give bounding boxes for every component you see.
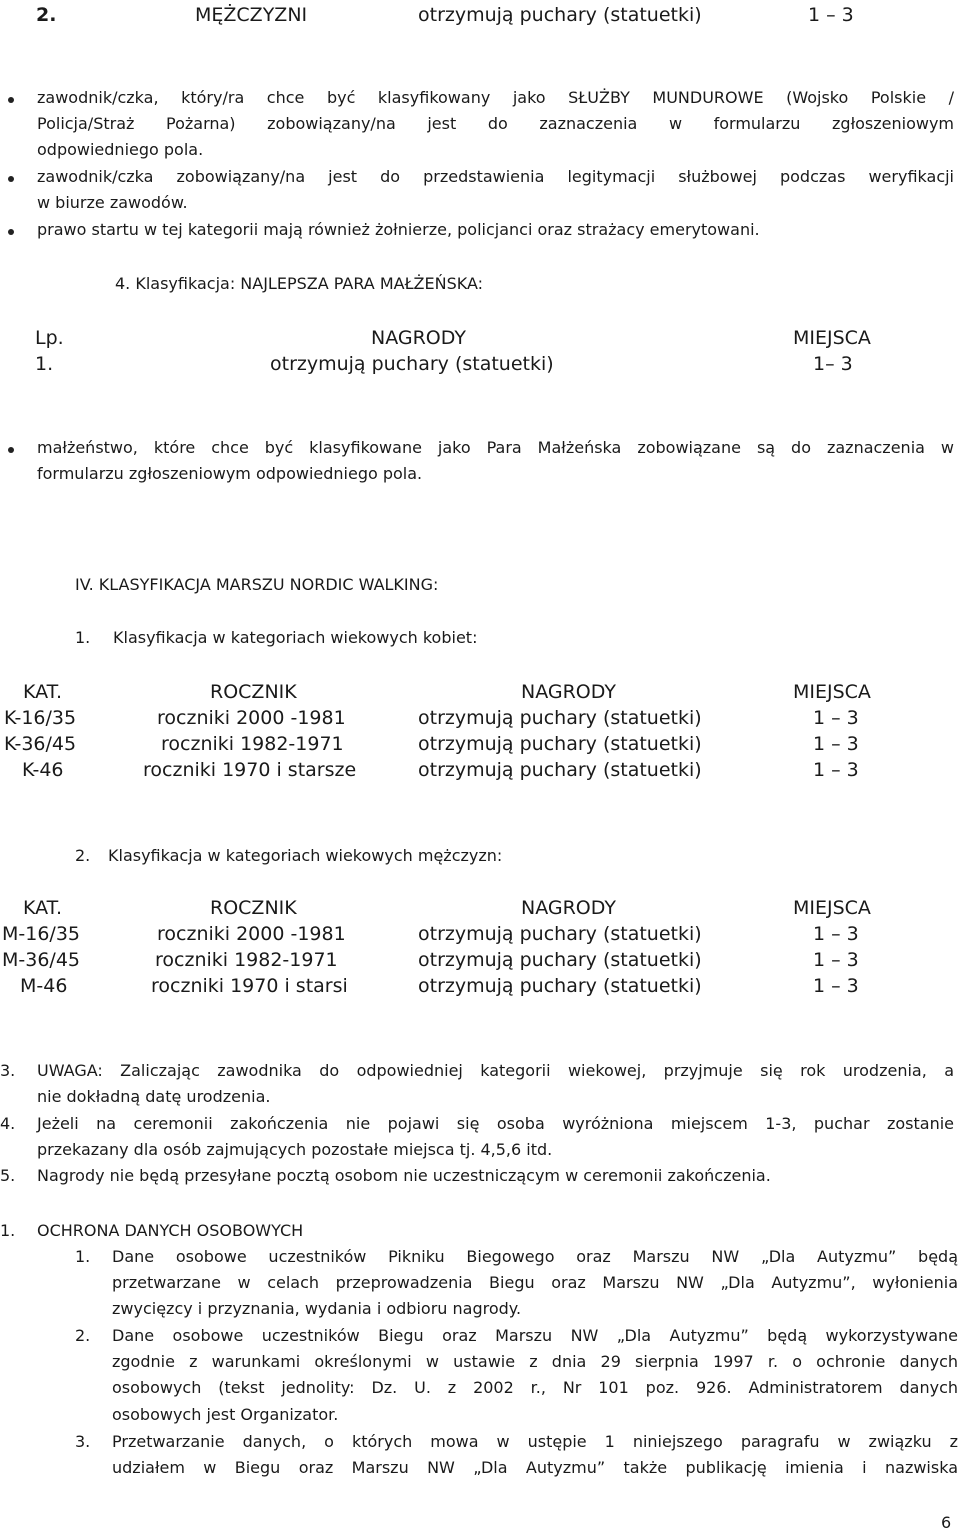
top-row-places: 1 – 3 [808,4,854,26]
bullet-line: zawodnik/czka zobowiązany/na jest do przedstawienia legitymacji służbowej podczas weryfikacji [37,167,954,186]
bullet-line: w biurze zawodów. [37,193,188,212]
table-row [0,707,960,733]
privacy-item-line: osobowych jest Organizator. [112,1405,339,1424]
privacy-number: 1. [0,1221,16,1240]
year-cell: roczniki 1982-1971 [161,733,344,755]
note-line: nie dokładną datę urodzenia. [37,1087,271,1106]
note-number: 3. [0,1061,16,1080]
cat-header: KAT. [23,897,63,919]
privacy-item-number: 3. [75,1432,91,1451]
prize-cell: otrzymują puchary (statuetki) [270,353,554,375]
bullet-icon [8,447,14,453]
bullet-line: prawo startu w tej kategorii mają również żołnierze, policjanci oraz strażacy emerytowani. [37,220,760,239]
men-heading: Klasyfikacja w kategoriach wiekowych mężczyzn: [108,846,503,865]
privacy-heading: OCHRONA DANYCH OSOBOWYCH [37,1221,304,1240]
privacy-item-line: przetwarzane w celach przeprowadzenia Biegu oraz Marszu NW „Dla Autyzmu”, wyłonienia [112,1273,958,1292]
year-cell: roczniki 2000 -1981 [157,923,346,945]
page-number: 6 [941,1513,952,1532]
cat-cell: M-36/45 [2,949,81,971]
note-line: Jeżeli na ceremonii zakończenia nie pojawi się osoba wyróżniona miejscem 1-3, puchar zostanie [37,1114,954,1133]
privacy-item-line: udziałem w Biegu oraz Marszu NW „Dla Autyzmu” także publikację imienia i nazwiska [112,1458,958,1477]
privacy-item-line: zgodnie z warunkami określonymi w ustawie z dnia 29 sierpnia 1997 r. o ochronie danych [112,1352,958,1371]
bullet-line: zawodnik/czka, który/ra chce być klasyfikowany jako SŁUŻBY MUNDUROWE (Wojsko Polskie / [37,88,954,107]
places-header: MIEJSCA [793,897,871,919]
bullet-icon [8,176,14,182]
prizes-header: NAGRODY [521,681,616,703]
cat-cell: K-16/35 [4,707,77,729]
bullet-line: Policja/Straż Pożarna) zobowiązany/na jest do zaznaczenia w formularzu zgłoszeniowym [37,114,954,133]
women-table-header [0,681,960,707]
cat-cell: K-36/45 [4,733,77,755]
cat-header: KAT. [23,681,63,703]
prize-cell: otrzymują puchary (statuetki) [418,707,702,729]
couple-table-row [0,353,960,379]
privacy-item-number: 1. [75,1247,91,1266]
places-cell: 1 – 3 [813,759,859,781]
top-row-prize: otrzymują puchary (statuetki) [418,4,702,26]
year-cell: roczniki 1982-1971 [155,949,338,971]
places-header: MIEJSCA [793,327,871,349]
places-cell: 1 – 3 [813,975,859,997]
year-header: ROCZNIK [210,897,297,919]
prize-cell: otrzymują puchary (statuetki) [418,923,702,945]
year-cell: roczniki 1970 i starsi [151,975,348,997]
couple-heading: 4. Klasyfikacja: NAJLEPSZA PARA MAŁŻEŃSKA: [115,274,484,293]
prize-cell: otrzymują puchary (statuetki) [418,733,702,755]
table-row [0,975,960,1001]
bullet-icon [8,229,14,235]
top-row-category: MĘŻCZYZNI [195,4,308,26]
prizes-header: NAGRODY [371,327,466,349]
lp-header: Lp. [35,327,64,349]
note-line: UWAGA: Zaliczając zawodnika do odpowiedniej kategorii wiekowej, przyjmuje się rok urodzenia, a [37,1061,954,1080]
note-line: Nagrody nie będą przesyłane pocztą osobom nie uczestniczącym w ceremonii zakończenia. [37,1166,771,1185]
table-row [0,759,960,785]
cat-cell: K-46 [22,759,64,781]
year-cell: roczniki 1970 i starsze [143,759,357,781]
bullet-icon [8,97,14,103]
table-row [0,733,960,759]
bullet-line: małżeństwo, które chce być klasyfikowane jako Para Małżeńska zobowiązane są do zaznaczenia w [37,438,954,457]
note-line: przekazany dla osób zajmujących pozostałe miejsca tj. 4,5,6 itd. [37,1140,553,1159]
bullet-line: formularzu zgłoszeniowym odpowiedniego pola. [37,464,423,483]
places-cell: 1 – 3 [813,923,859,945]
note-number: 5. [0,1166,16,1185]
year-cell: roczniki 2000 -1981 [157,707,346,729]
privacy-item-line: Przetwarzanie danych, o których mowa w ustępie 1 niniejszego paragrafu w związku z [112,1432,958,1451]
prize-cell: otrzymują puchary (statuetki) [418,975,702,997]
lp-cell: 1. [35,353,54,375]
men-table-header [0,897,960,923]
privacy-item-line: Dane osobowe uczestników Biegu oraz Marszu NW „Dla Autyzmu” będą wykorzystywane [112,1326,958,1345]
prize-cell: otrzymują puchary (statuetki) [418,949,702,971]
privacy-item-line: Dane osobowe uczestników Pikniku Biegowego oraz Marszu NW „Dla Autyzmu” będą [112,1247,958,1266]
places-cell: 1– 3 [813,353,853,375]
table-row [0,949,960,975]
prize-cell: otrzymują puchary (statuetki) [418,759,702,781]
year-header: ROCZNIK [210,681,297,703]
places-cell: 1 – 3 [813,733,859,755]
cat-cell: M-46 [20,975,68,997]
women-heading: Klasyfikacja w kategoriach wiekowych kobiet: [113,628,478,647]
places-header: MIEJSCA [793,681,871,703]
privacy-item-line: zwycięzcy i przyznania, wydania i odbioru nagrody. [112,1299,522,1318]
men-heading-number: 2. [75,846,91,865]
women-heading-number: 1. [75,628,91,647]
privacy-item-number: 2. [75,1326,91,1345]
privacy-item-line: osobowych (tekst jednolity: Dz. U. z 2002 r., Nr 101 poz. 926. Administratorem danych [112,1378,958,1397]
places-cell: 1 – 3 [813,707,859,729]
couple-table-header [0,327,960,353]
prizes-header: NAGRODY [521,897,616,919]
table-row [0,923,960,949]
top-row-number: 2. [36,4,57,26]
places-cell: 1 – 3 [813,949,859,971]
nordic-heading: IV. KLASYFIKACJA MARSZU NORDIC WALKING: [75,575,439,594]
cat-cell: M-16/35 [2,923,81,945]
note-number: 4. [0,1114,16,1133]
bullet-line: odpowiedniego pola. [37,140,204,159]
